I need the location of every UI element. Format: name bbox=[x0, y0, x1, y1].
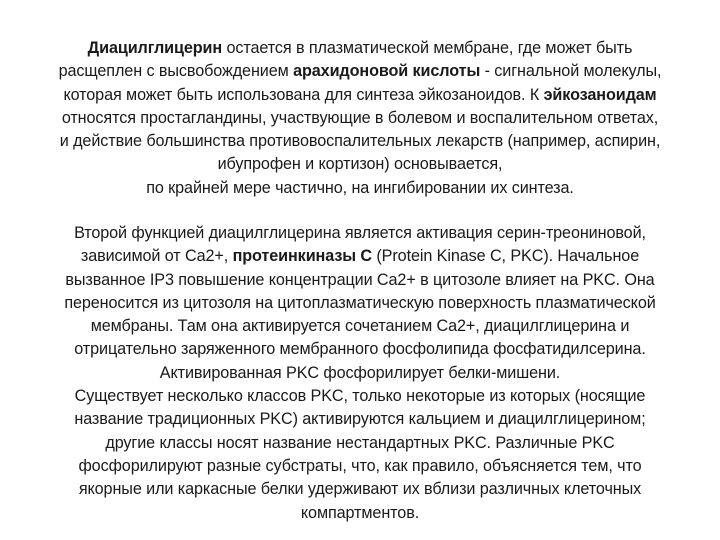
bold-term-diacylglycerol: Диацилглицерин bbox=[87, 39, 223, 57]
text-line: Активированная PKC фосфорилирует белки-мишени. bbox=[159, 363, 561, 382]
text-line: компартментов. bbox=[300, 503, 420, 522]
text-line: Диацилглицерин остается в плазматической мембране, где может быть bbox=[87, 39, 633, 57]
bold-term-eicosanoids: эйкозаноидам bbox=[543, 85, 657, 104]
text-line: относятся простагландины, участвующие в болевом и воспалительном ответах, bbox=[61, 108, 659, 127]
bold-term-protein-kinase-c: протеинкиназы С bbox=[232, 247, 372, 266]
text-line: зависимой от Ca2+, протеинкиназы С (Protein Kinase C, PKC). Начальное bbox=[80, 247, 640, 266]
text-line: расщеплен с высвобождением арахидоновой кислоты - сигнальной молекулы, bbox=[58, 62, 662, 81]
text-line: переносится из цитозоля на цитоплазматическую поверхность плазматической bbox=[64, 293, 656, 312]
text-line: название традиционных PKC) активируются кальцием и диацилглицерином; bbox=[74, 410, 646, 429]
paragraph-diacylglycerol-arachidonic bbox=[8, 37, 712, 200]
text-line: Второй функцией диацилглицерина является активация серин-треониновой, bbox=[74, 224, 646, 242]
text-line: Существует несколько классов PKC, только некоторые из которых (носящие bbox=[74, 387, 646, 406]
bold-term-arachidonic-acid: арахидоновой кислоты bbox=[293, 62, 481, 81]
paragraph-protein-kinase-c bbox=[8, 222, 712, 525]
text-line: мембраны. Там она активируется сочетанием Ca2+, диацилглицерина и bbox=[90, 317, 630, 336]
text-line: по крайней мере частично, на ингибировании их синтеза. bbox=[146, 178, 574, 197]
text-line: вызванное IP3 повышение концентрации Ca2+ в цитозоле влияет на PKC. Она bbox=[65, 270, 655, 289]
text-line: и действие большинства противовоспалительных лекарств (например, аспирин, bbox=[59, 132, 661, 151]
text-line: другие классы носят название нестандартных PKC. Различные PKC bbox=[105, 433, 615, 452]
text-line: якорные или каркасные белки удерживают их вблизи различных клеточных bbox=[78, 480, 642, 499]
text-line: ибупрофен и кортизон) основывается, bbox=[217, 155, 503, 174]
text-line: фосфорилируют разные субстраты, что, как правило, объясняется тем, что bbox=[78, 456, 642, 475]
text-line: которая может быть использована для синтеза эйкозаноидов. К эйкозаноидам bbox=[63, 85, 657, 104]
text-line: отрицательно заряженного мембранного фосфолипида фосфатидилсерина. bbox=[74, 340, 646, 359]
